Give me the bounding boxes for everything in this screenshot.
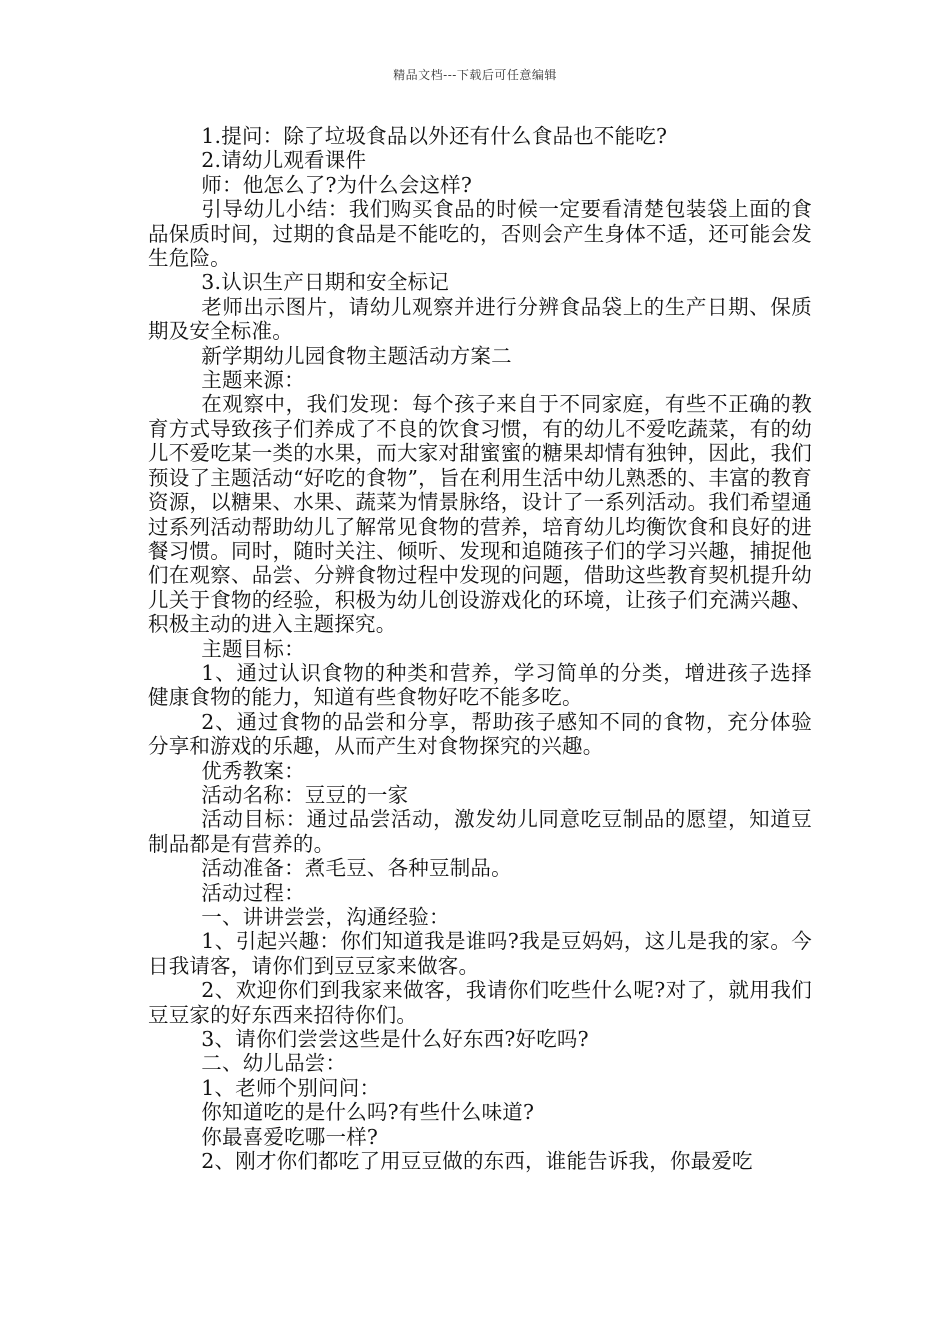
- paragraph: 2、欢迎你们到我家来做客，我请你们吃些什么呢?对了，就用我们豆豆家的好东西来招待你们。: [148, 978, 812, 1027]
- paragraph: 1.提问：除了垃圾食品以外还有什么食品也不能吃?: [201, 124, 668, 148]
- paragraph: 引导幼儿小结：我们购买食品的时候一定要看清楚包装袋上面的食品保质时间，过期的食品是不能吃的，否则会产生身体不适，还可能会发生危险。: [148, 197, 812, 271]
- section-title: 新学期幼儿园食物主题活动方案二: [201, 343, 512, 368]
- paragraph: 你知道吃的是什么吗?有些什么味道?: [201, 1100, 535, 1125]
- paragraph: 活动名称：豆豆的一家: [201, 782, 409, 807]
- paragraph: 主题目标：: [201, 636, 305, 661]
- paragraph: 你最喜爱吃哪一样?: [201, 1124, 379, 1149]
- paragraph: 1、引起兴趣：你们知道我是谁吗?我是豆妈妈，这儿是我的家。今日我请客，请你们到豆豆家来做客。: [148, 929, 812, 978]
- paragraph: 二、幼儿品尝：: [201, 1051, 347, 1076]
- page-header: 精品文档---下载后可任意编辑: [393, 68, 557, 82]
- paragraph: 3、请你们尝尝这些是什么好东西?好吃吗?: [201, 1027, 589, 1052]
- paragraph: 1、通过认识食物的种类和营养，学习简单的分类，增进孩子选择健康食物的能力，知道有些食物好吃不能多吃。: [148, 660, 812, 710]
- paragraph: 2、通过食物的品尝和分享，帮助孩子感知不同的食物，充分体验分享和游戏的乐趣，从而产生对食物探究的兴趣。: [148, 709, 812, 759]
- paragraph: 师：他怎么了?为什么会这样?: [201, 172, 473, 197]
- paragraph: 老师出示图片，请幼儿观察并进行分辨食品袋上的生产日期、保质期及安全标准。: [148, 294, 812, 344]
- paragraph: 活动过程：: [201, 880, 305, 905]
- document-body: [148, 124, 812, 1173]
- paragraph: 优秀教案：: [201, 758, 305, 783]
- paragraph: 2.请幼儿观看课件: [201, 148, 367, 173]
- paragraph: 1、老师个别问问：: [201, 1075, 381, 1100]
- paragraph: 在观察中，我们发现：每个孩子来自于不同家庭，有些不正确的教育方式导致孩子们养成了不良的饮食习惯，有的幼儿不爱吃蔬菜，有的幼儿不爱吃某一类的水果，而大家对甜蜜蜜的糖果却情有独钟，因此，我们预设了主题活动“好吃的食物”，旨在利用生活中幼儿熟悉的、丰富的教育资源，以糖果、水果、蔬菜为情景脉络，设计了一系列活动。我们希望通过系列活动帮助幼儿了解常见食物的营养，培育幼儿均衡饮食和良好的进餐习惯。同时，随时关注、倾听、发现和追随孩子们的学习兴趣，捕捉他们在观察、品尝、分辨食物过程中发现的问题，借助这些教育契机提升幼儿关于食物的经验，积极为幼儿创设游戏化的环境，让孩子们充满兴趣、积极主动的进入主题探究。: [148, 392, 812, 637]
- paragraph: 3.认识生产日期和安全标记: [201, 270, 449, 295]
- paragraph: 一、讲讲尝尝，沟通经验：: [201, 905, 450, 929]
- paragraph: 主题来源：: [201, 368, 305, 393]
- paragraph: 活动目标：通过品尝活动，激发幼儿同意吃豆制品的愿望，知道豆制品都是有营养的。: [148, 807, 812, 856]
- paragraph: 活动准备：煮毛豆、各种豆制品。: [201, 856, 512, 881]
- paragraph: 2、刚才你们都吃了用豆豆做的东西，谁能告诉我，你最爱吃: [201, 1149, 753, 1174]
